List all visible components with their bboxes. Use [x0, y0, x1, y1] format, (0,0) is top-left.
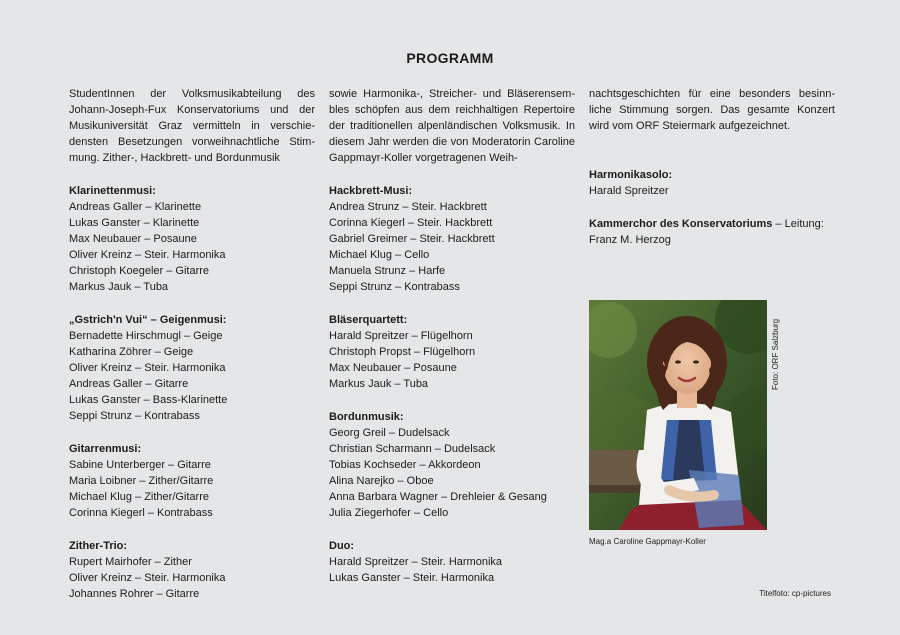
- member-line: Corinna Kiegerl – Steir. Hackbrett: [329, 217, 493, 229]
- member-line: Oliver Kreinz – Steir. Harmonika: [69, 249, 226, 261]
- section-title: „Gstrich'n Vui“ – Geigenmusi:: [69, 314, 227, 326]
- section-duo: [329, 538, 575, 586]
- member-line: Markus Jauk – Tuba: [329, 378, 429, 390]
- section-gitarrenmusi: [69, 441, 315, 521]
- member-line: Andreas Galler – Gitarre: [69, 378, 189, 390]
- section-title: Gitarrenmusi:: [69, 443, 142, 455]
- member-line: Harald Spreitzer – Steir. Harmonika: [329, 556, 503, 568]
- member-line: Alina Narejko – Oboe: [329, 475, 434, 487]
- section-bordunmusik: [329, 409, 575, 521]
- section-title-row: [589, 216, 835, 232]
- section-klarinettenmusi: [69, 183, 315, 295]
- section-title: Bordunmusik:: [329, 411, 404, 423]
- member-line: Sabine Unterberger – Gitarre: [69, 459, 211, 471]
- member-line: Anna Barbara Wagner – Drehleier & Gesang: [329, 491, 547, 503]
- section-zithertrio: [69, 538, 315, 602]
- member-line: Lukas Ganster – Klarinette: [69, 217, 200, 229]
- member-line: Bernadette Hirschmugl – Geige: [69, 330, 223, 342]
- member-line: Markus Jauk – Tuba: [69, 281, 169, 293]
- member-line: Johannes Rohrer – Gitarre: [69, 588, 200, 600]
- member-line: Max Neubauer – Posaune: [69, 233, 197, 245]
- member-line: Rupert Mairhofer – Zither: [69, 556, 192, 568]
- intro-part-2: sowie Harmonika-, Streicher- und Bläserensem-bles schöpfen aus dem reichhaltigen Repertoire der traditionellen alpenländischen Volksmusik. In diesem Jahr werden die von Moderatorin Caroline Gappmayr-Koller vorgetragenen Weih-: [329, 88, 575, 164]
- member-line: Harald Spreitzer: [589, 185, 669, 197]
- column-1: [69, 86, 315, 602]
- section-title: Harmonikasolo:: [589, 169, 673, 181]
- member-line: Oliver Kreinz – Steir. Harmonika: [69, 572, 226, 584]
- column-3: [589, 86, 835, 248]
- member-line: Oliver Kreinz – Steir. Harmonika: [69, 362, 226, 374]
- member-line: Seppi Strunz – Kontrabass: [329, 281, 460, 293]
- section-blaeserquartett: [329, 312, 575, 392]
- member-line: Christian Scharmann – Dudelsack: [329, 443, 496, 455]
- intro-part-3: nachtsgeschichten für eine besonders besinn-liche Stimmung sorgen. Das gesamte Konzert wird vom ORF Steiermark aufgezeichnet.: [589, 88, 835, 132]
- section-title: Hackbrett-Musi:: [329, 185, 413, 197]
- section-harmonikasolo: [589, 167, 835, 199]
- section-hackbrettmusi: [329, 183, 575, 295]
- member-line: Lukas Ganster – Steir. Harmonika: [329, 572, 495, 584]
- member-line: Katharina Zöhrer – Geige: [69, 346, 194, 358]
- member-line: Seppi Strunz – Kontrabass: [69, 410, 200, 422]
- intro-part-1: StudentInnen der Volksmusikabteilung des Johann-Joseph-Fux Konservatoriums und der Musikuniversität Graz vermitteln in verschie-densten Besetzungen vorweihnachtliche Stim-mung. Zither-, Hackbrett- und Bordunmusik: [69, 88, 315, 164]
- page-title: PROGRAMM: [406, 50, 494, 66]
- member-line: Andrea Strunz – Steir. Hackbrett: [329, 201, 487, 213]
- member-line: Georg Greil – Dudelsack: [329, 427, 450, 439]
- member-line: Franz M. Herzog: [589, 234, 671, 246]
- section-title: Kammerchor des Konservatoriums: [589, 218, 773, 230]
- section-title-suffix: – Leitung:: [772, 218, 824, 230]
- section-kammerchor: [589, 216, 835, 248]
- title-photo-credit: Titelfoto: cp-pictures: [759, 589, 831, 598]
- member-line: Gabriel Greimer – Steir. Hackbrett: [329, 233, 495, 245]
- member-line: Andreas Galler – Klarinette: [69, 201, 202, 213]
- photo-credit: Foto: ORF Salzburg: [771, 318, 780, 390]
- section-title: Bläserquartett:: [329, 314, 408, 326]
- photo-caption: Mag.a Caroline Gappmayr-Koller: [589, 537, 706, 546]
- section-geigenmusi: [69, 312, 315, 424]
- member-line: Julia Ziegerhofer – Cello: [329, 507, 449, 519]
- member-line: Tobias Kochseder – Akkordeon: [329, 459, 481, 471]
- member-line: Max Neubauer – Posaune: [329, 362, 457, 374]
- member-line: Harald Spreitzer – Flügelhorn: [329, 330, 473, 342]
- moderator-photo: [589, 300, 767, 530]
- section-title: Zither-Trio:: [69, 540, 128, 552]
- section-title: Klarinettenmusi:: [69, 185, 156, 197]
- column-2: [329, 86, 575, 586]
- member-line: Christoph Koegeler – Gitarre: [69, 265, 210, 277]
- section-title: Duo:: [329, 540, 355, 552]
- member-line: Michael Klug – Cello: [329, 249, 430, 261]
- member-line: Manuela Strunz – Harfe: [329, 265, 446, 277]
- member-line: Maria Loibner – Zither/Gitarre: [69, 475, 214, 487]
- member-line: Lukas Ganster – Bass-Klarinette: [69, 394, 228, 406]
- member-line: Christoph Propst – Flügelhorn: [329, 346, 476, 358]
- portrait-illustration: [589, 300, 767, 530]
- member-line: Corinna Kiegerl – Kontrabass: [69, 507, 213, 519]
- member-line: Michael Klug – Zither/Gitarre: [69, 491, 209, 503]
